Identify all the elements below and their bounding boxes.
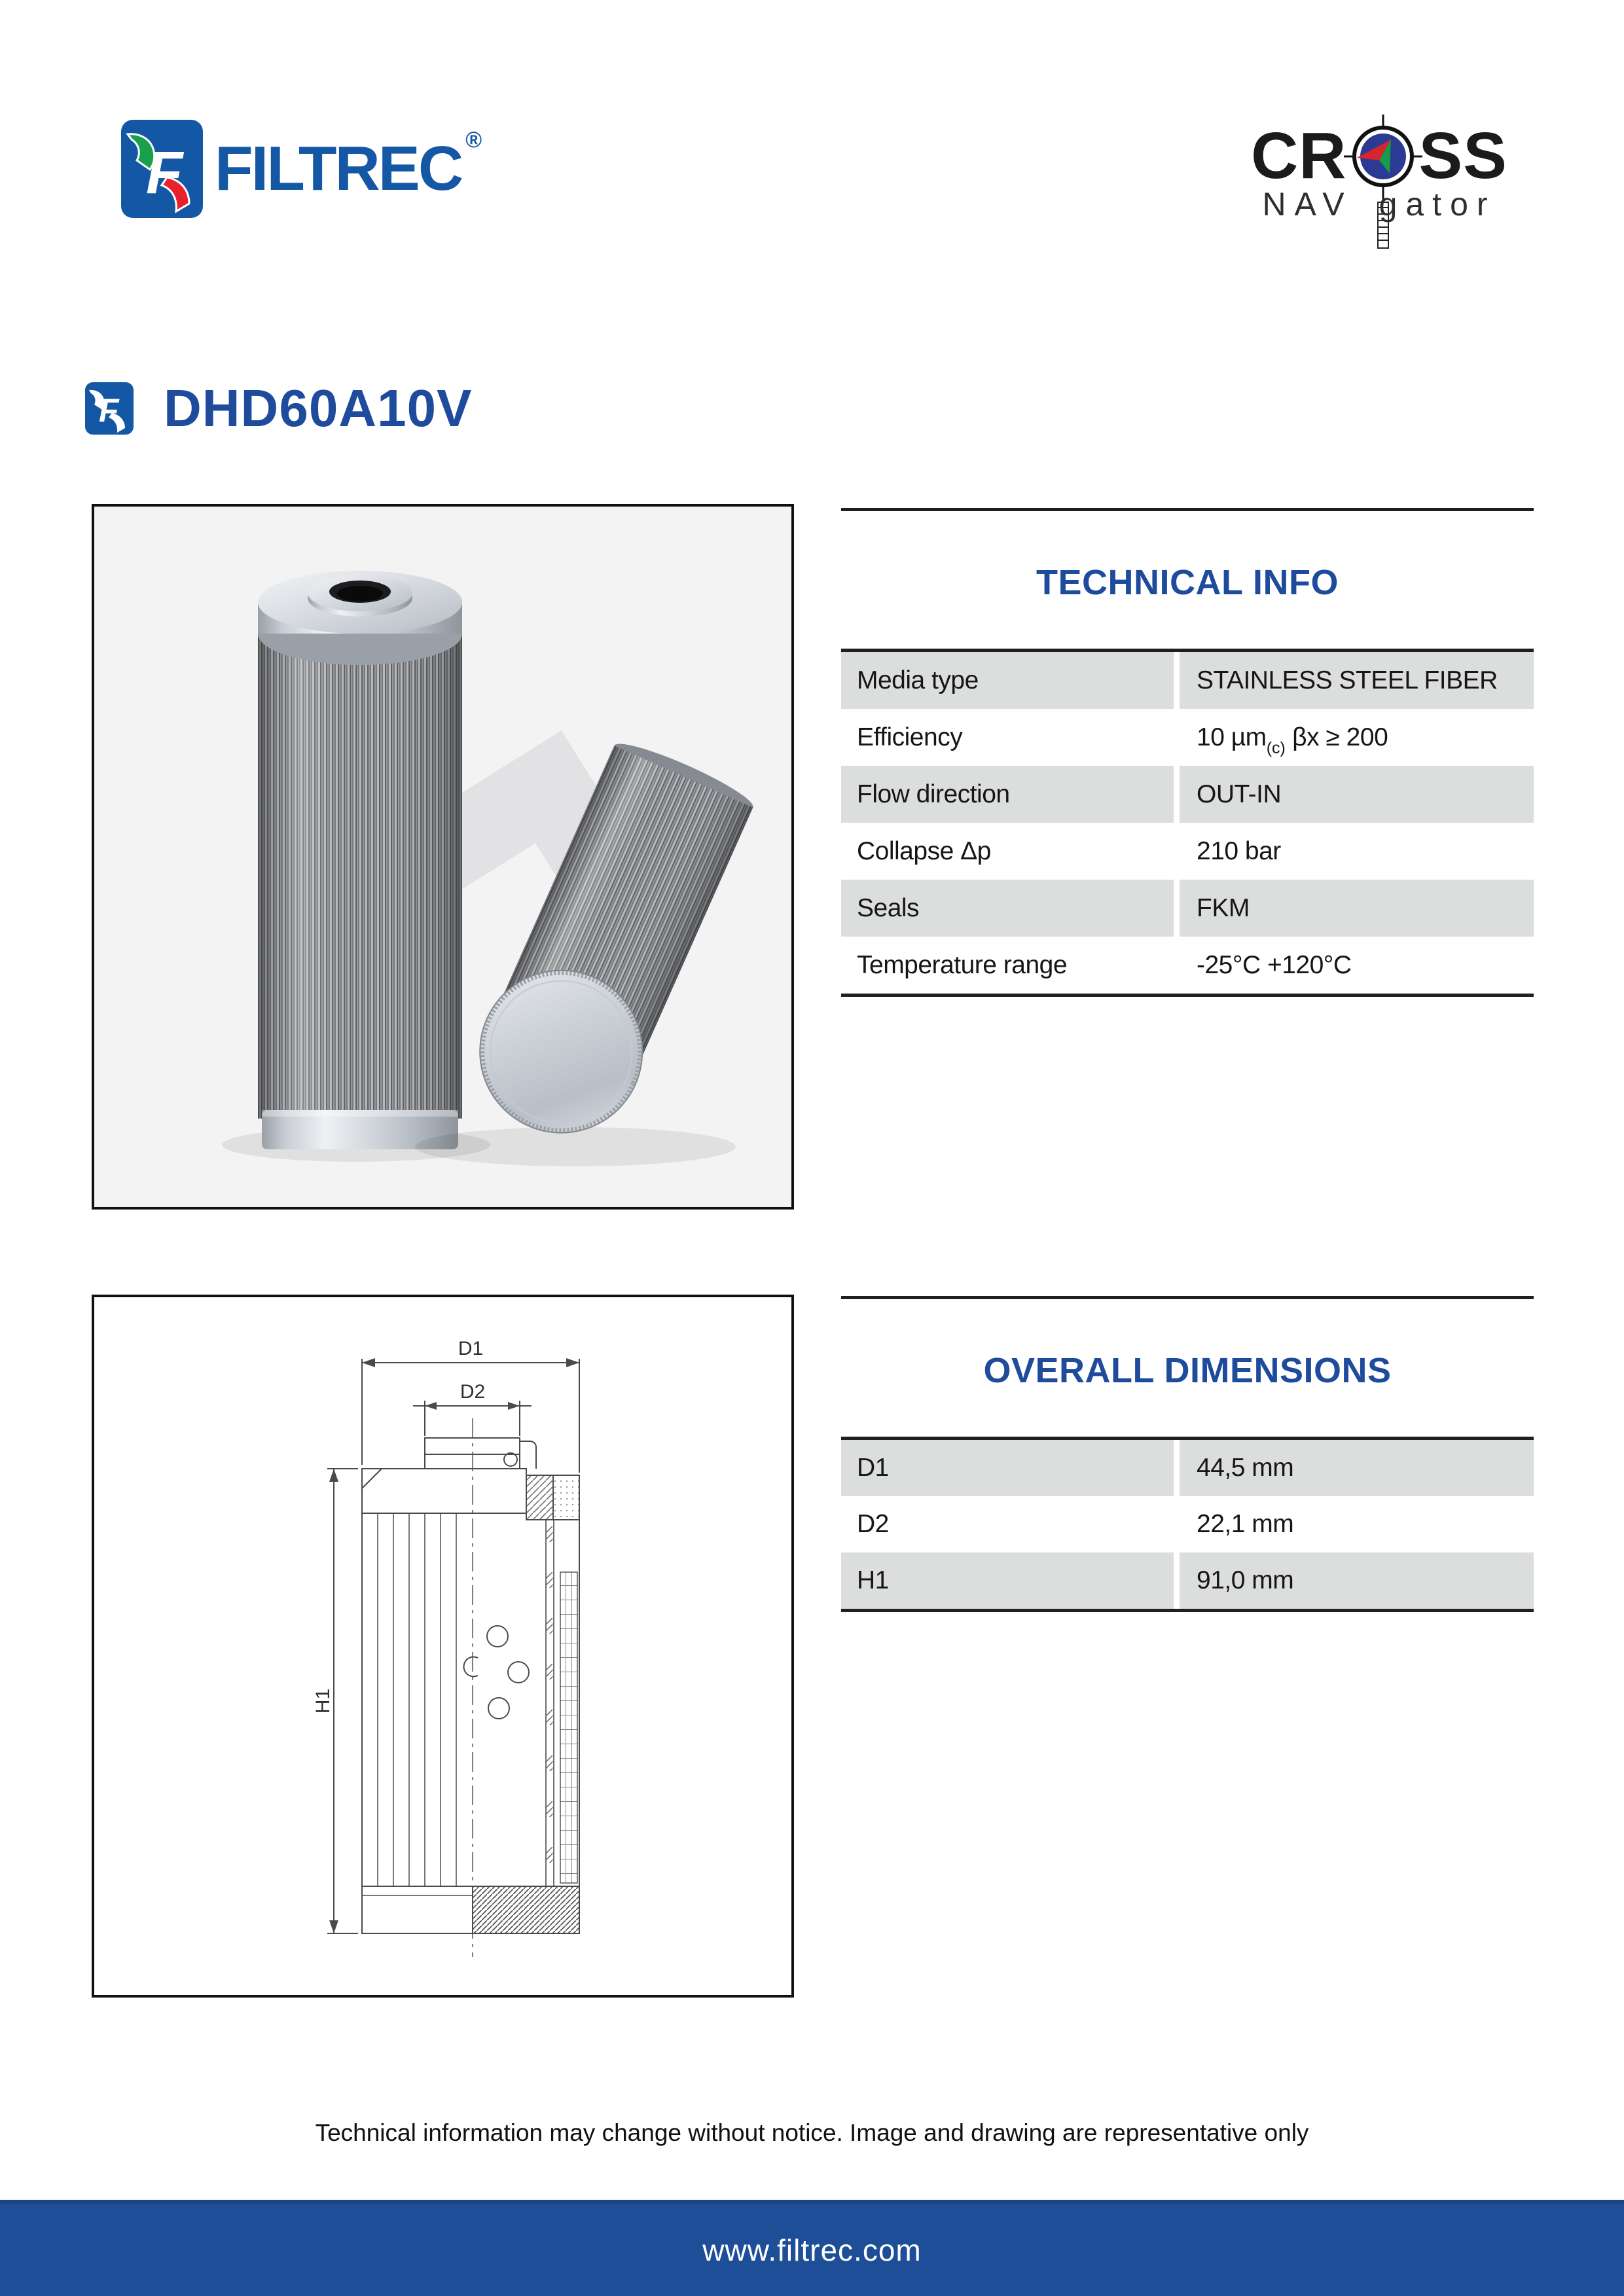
cross-wordmark-top: CR SS <box>1252 122 1507 190</box>
product-photo-illustration <box>94 507 791 1207</box>
table-row: Seals FKM <box>841 880 1534 937</box>
cross-wordmark-bottom: NAV gator <box>1262 186 1496 223</box>
svg-text:F: F <box>146 139 183 206</box>
product-icon <box>85 382 134 435</box>
technical-info-title: TECHNICAL INFO <box>1036 563 1339 602</box>
table-row: Efficiency 10 µm$_{(c)}$ βx ≥ 200 <box>857 723 1388 757</box>
cross-navigator-logo <box>1251 119 1507 223</box>
technical-info-section <box>841 508 1534 997</box>
registered-mark: ® <box>465 127 482 152</box>
drawing-label-d1: D1 <box>458 1338 484 1359</box>
filtrec-wordmark: FILTREC <box>215 134 462 204</box>
table-row: D1 44,5 mm <box>841 1440 1534 1496</box>
table-row: D2 22,1 mm <box>857 1510 1294 1538</box>
table-row: Media type STAINLESS STEEL FIBER <box>841 652 1534 709</box>
table-row: Temperature range -25°C +120°C <box>857 951 1352 979</box>
table-row: H1 91,0 mm <box>841 1552 1534 1609</box>
svg-text:F: F <box>99 392 119 429</box>
overall-dimensions-section <box>841 1296 1534 1612</box>
product-photo <box>92 504 794 1210</box>
page-title: DHD60A10V <box>164 379 473 437</box>
overall-dimensions-table <box>841 1437 1534 1612</box>
compass-icon <box>1349 122 1417 190</box>
technical-drawing <box>92 1295 794 1998</box>
footer-bar <box>0 2200 1624 2296</box>
section-rule <box>841 1296 1534 1299</box>
overall-dimensions-title: OVERALL DIMENSIONS <box>983 1351 1392 1390</box>
website-url: www.filtrec.com <box>702 2233 922 2267</box>
disclaimer-text: Technical information may change without notice. Image and drawing are representative only <box>315 2119 1309 2146</box>
drawing-label-d2: D2 <box>460 1381 486 1403</box>
technical-drawing-illustration <box>94 1297 791 1995</box>
product-title-row <box>85 378 472 439</box>
filtrec-f-icon <box>121 120 203 218</box>
section-rule <box>841 508 1534 511</box>
technical-info-table <box>841 649 1534 997</box>
filtrec-logo <box>121 120 482 218</box>
standing-filter-element <box>258 571 462 1149</box>
drawing-label-h1: H1 <box>312 1688 334 1714</box>
table-row: Collapse Δp 210 bar <box>857 837 1281 865</box>
table-row: Flow direction OUT-IN <box>841 766 1534 823</box>
